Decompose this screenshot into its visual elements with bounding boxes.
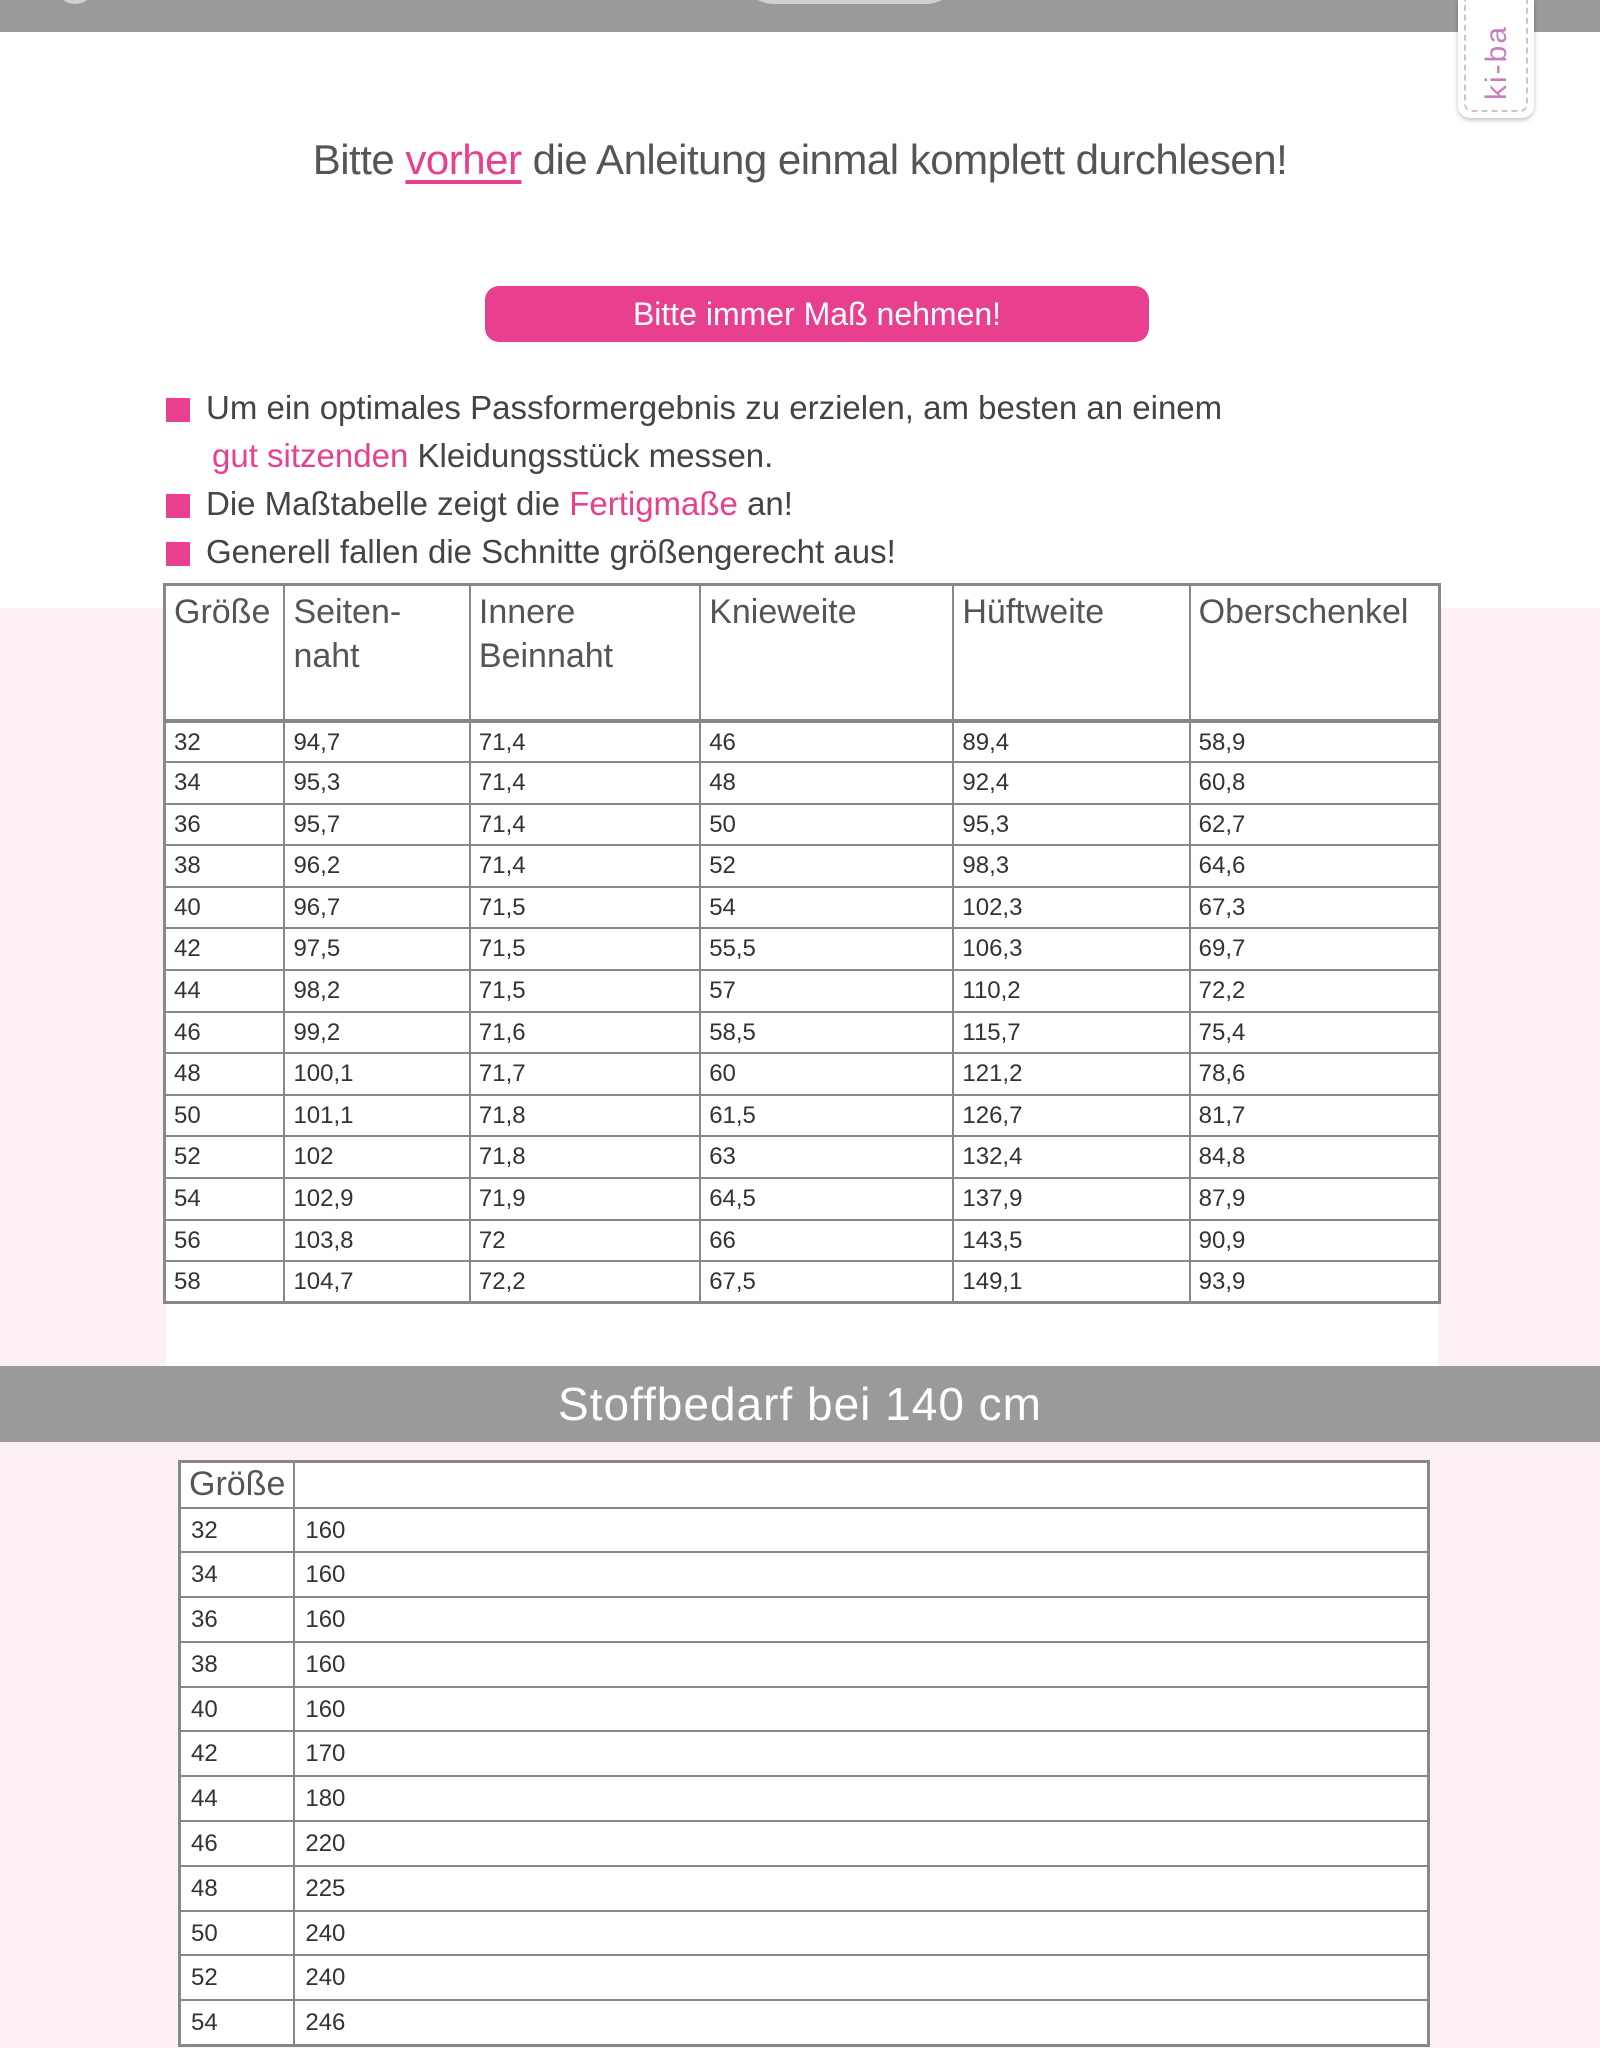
table-cell: 57 bbox=[700, 970, 953, 1012]
instruction-item bbox=[166, 384, 1366, 480]
table-row bbox=[165, 1012, 1440, 1054]
table-cell: 170 bbox=[294, 1731, 1428, 1776]
table-cell: 71,5 bbox=[470, 970, 700, 1012]
table-cell: 67,3 bbox=[1190, 887, 1440, 929]
table-cell: 93,9 bbox=[1190, 1261, 1440, 1303]
table-cell: 103,8 bbox=[284, 1220, 469, 1262]
top-bar bbox=[0, 0, 1600, 32]
measure-notice-banner: Bitte immer Maß nehmen! bbox=[485, 286, 1149, 342]
table-cell: 64,5 bbox=[700, 1178, 953, 1220]
table-row bbox=[180, 1597, 1429, 1642]
table-cell: 34 bbox=[180, 1552, 295, 1597]
table-cell: 60 bbox=[700, 1053, 953, 1095]
instruction-list bbox=[166, 384, 1366, 576]
instruction-item bbox=[166, 480, 1366, 528]
instruction-item bbox=[166, 528, 1366, 576]
table-cell: 63 bbox=[700, 1136, 953, 1178]
table-cell: 44 bbox=[180, 1776, 295, 1821]
table-cell: 55,5 bbox=[700, 928, 953, 970]
table-cell: 46 bbox=[700, 721, 953, 763]
table-cell: 69,7 bbox=[1190, 928, 1440, 970]
table-cell: 48 bbox=[180, 1866, 295, 1911]
intro-emphasis: vorher bbox=[405, 136, 522, 183]
table-cell: 71,7 bbox=[470, 1053, 700, 1095]
header-fabric-amount bbox=[294, 1462, 1428, 1508]
table-cell: 94,7 bbox=[284, 721, 469, 763]
table-cell: 58,5 bbox=[700, 1012, 953, 1054]
table-cell: 100,1 bbox=[284, 1053, 469, 1095]
fabric-section-title: Stoffbedarf bei 140 cm bbox=[0, 1366, 1600, 1442]
table-row bbox=[165, 804, 1440, 846]
table-cell: 36 bbox=[165, 804, 285, 846]
table-cell: 180 bbox=[294, 1776, 1428, 1821]
table-cell: 75,4 bbox=[1190, 1012, 1440, 1054]
instruction-highlight: gut sitzenden bbox=[212, 437, 409, 474]
table-cell: 92,4 bbox=[953, 762, 1189, 804]
table-row bbox=[165, 1220, 1440, 1262]
table-row bbox=[180, 1821, 1429, 1866]
table-row bbox=[180, 1687, 1429, 1732]
table-cell: 58 bbox=[165, 1261, 285, 1303]
table-cell: 42 bbox=[180, 1731, 295, 1776]
table-cell: 96,2 bbox=[284, 845, 469, 887]
table-cell: 71,8 bbox=[470, 1136, 700, 1178]
header-arc-ornament bbox=[740, 0, 960, 4]
table-cell: 66 bbox=[700, 1220, 953, 1262]
table-cell: 98,2 bbox=[284, 970, 469, 1012]
table-row bbox=[180, 1731, 1429, 1776]
instruction-text: Um ein optimales Passformergebnis zu erzielen, am besten an einem bbox=[206, 389, 1223, 426]
table-cell: 149,1 bbox=[953, 1261, 1189, 1303]
header-thigh: Oberschenkel bbox=[1190, 585, 1440, 721]
brand-tag bbox=[1458, 0, 1534, 118]
table-cell: 61,5 bbox=[700, 1095, 953, 1137]
table-cell: 60,8 bbox=[1190, 762, 1440, 804]
table-cell: 52 bbox=[180, 1955, 295, 2000]
table-cell: 71,9 bbox=[470, 1178, 700, 1220]
table-cell: 71,4 bbox=[470, 804, 700, 846]
table-cell: 102,3 bbox=[953, 887, 1189, 929]
table-cell: 121,2 bbox=[953, 1053, 1189, 1095]
table-row bbox=[180, 1776, 1429, 1821]
table-cell: 71,5 bbox=[470, 887, 700, 929]
table-cell: 104,7 bbox=[284, 1261, 469, 1303]
table-cell: 84,8 bbox=[1190, 1136, 1440, 1178]
table-cell: 62,7 bbox=[1190, 804, 1440, 846]
table-row bbox=[180, 2000, 1429, 2045]
table-cell: 95,3 bbox=[284, 762, 469, 804]
table-cell: 99,2 bbox=[284, 1012, 469, 1054]
table-row bbox=[165, 1178, 1440, 1220]
intro-after: die Anleitung einmal komplett durchlesen! bbox=[532, 136, 1288, 183]
table-cell: 96,7 bbox=[284, 887, 469, 929]
table-cell: 71,4 bbox=[470, 845, 700, 887]
table-cell: 56 bbox=[165, 1220, 285, 1262]
table-row bbox=[165, 762, 1440, 804]
table-cell: 72 bbox=[470, 1220, 700, 1262]
instruction-text: an! bbox=[747, 485, 793, 522]
table-row bbox=[165, 928, 1440, 970]
pink-square-bullet-icon bbox=[166, 542, 190, 566]
table-cell: 71,8 bbox=[470, 1095, 700, 1137]
table-cell: 36 bbox=[180, 1597, 295, 1642]
pink-square-bullet-icon bbox=[166, 494, 190, 518]
table-cell: 71,6 bbox=[470, 1012, 700, 1054]
header-knee-width: Knieweite bbox=[700, 585, 953, 721]
header-hip-width: Hüftweite bbox=[953, 585, 1189, 721]
table-cell: 97,5 bbox=[284, 928, 469, 970]
table-cell: 102,9 bbox=[284, 1178, 469, 1220]
table-cell: 240 bbox=[294, 1955, 1428, 2000]
table-cell: 38 bbox=[165, 845, 285, 887]
table-cell: 46 bbox=[180, 1821, 295, 1866]
table-cell: 52 bbox=[165, 1136, 285, 1178]
table-cell: 58,9 bbox=[1190, 721, 1440, 763]
table-cell: 106,3 bbox=[953, 928, 1189, 970]
table-cell: 72,2 bbox=[470, 1261, 700, 1303]
measurement-table-header bbox=[165, 585, 1440, 721]
table-cell: 89,4 bbox=[953, 721, 1189, 763]
table-cell: 126,7 bbox=[953, 1095, 1189, 1137]
table-cell: 132,4 bbox=[953, 1136, 1189, 1178]
table-cell: 101,1 bbox=[284, 1095, 469, 1137]
instruction-text: Generell fallen die Schnitte größengerecht aus! bbox=[206, 533, 896, 570]
instruction-highlight: Fertigmaße bbox=[569, 485, 738, 522]
table-cell: 115,7 bbox=[953, 1012, 1189, 1054]
table-cell: 246 bbox=[294, 2000, 1428, 2045]
table-cell: 40 bbox=[180, 1687, 295, 1732]
table-cell: 64,6 bbox=[1190, 845, 1440, 887]
table-cell: 48 bbox=[700, 762, 953, 804]
table-cell: 54 bbox=[165, 1178, 285, 1220]
instruction-text: Kleidungsstück messen. bbox=[417, 437, 774, 474]
table-cell: 40 bbox=[165, 887, 285, 929]
table-row bbox=[165, 1095, 1440, 1137]
table-cell: 54 bbox=[700, 887, 953, 929]
table-cell: 160 bbox=[294, 1642, 1428, 1687]
table-cell: 95,3 bbox=[953, 804, 1189, 846]
table-cell: 220 bbox=[294, 1821, 1428, 1866]
measurement-table bbox=[163, 583, 1441, 1304]
table-cell: 160 bbox=[294, 1597, 1428, 1642]
table-cell: 71,4 bbox=[470, 721, 700, 763]
table-cell: 110,2 bbox=[953, 970, 1189, 1012]
table-cell: 50 bbox=[180, 1911, 295, 1956]
table-cell: 32 bbox=[180, 1508, 295, 1553]
brand-tag-text: ki-ba bbox=[1480, 24, 1513, 100]
table-cell: 34 bbox=[165, 762, 285, 804]
table-row bbox=[180, 1866, 1429, 1911]
table-cell: 87,9 bbox=[1190, 1178, 1440, 1220]
table-cell: 50 bbox=[700, 804, 953, 846]
table-cell: 42 bbox=[165, 928, 285, 970]
table-cell: 38 bbox=[180, 1642, 295, 1687]
table-cell: 32 bbox=[165, 721, 285, 763]
table-cell: 54 bbox=[180, 2000, 295, 2045]
fabric-table-header bbox=[180, 1462, 1429, 1508]
table-cell: 160 bbox=[294, 1552, 1428, 1597]
table-cell: 50 bbox=[165, 1095, 285, 1137]
table-row bbox=[180, 1552, 1429, 1597]
table-cell: 160 bbox=[294, 1687, 1428, 1732]
table-row bbox=[165, 970, 1440, 1012]
table-row bbox=[180, 1955, 1429, 2000]
table-cell: 90,9 bbox=[1190, 1220, 1440, 1262]
table-cell: 98,3 bbox=[953, 845, 1189, 887]
table-cell: 71,5 bbox=[470, 928, 700, 970]
table-cell: 81,7 bbox=[1190, 1095, 1440, 1137]
table-row bbox=[165, 845, 1440, 887]
instruction-text: Die Maßtabelle zeigt die bbox=[206, 485, 561, 522]
table-cell: 48 bbox=[165, 1053, 285, 1095]
table-row bbox=[165, 1053, 1440, 1095]
header-inner-leg: Innere Beinnaht bbox=[470, 585, 700, 721]
table-cell: 240 bbox=[294, 1911, 1428, 1956]
pink-square-bullet-icon bbox=[166, 398, 190, 422]
table-row bbox=[165, 887, 1440, 929]
table-row bbox=[180, 1911, 1429, 1956]
table-cell: 102 bbox=[284, 1136, 469, 1178]
table-cell: 78,6 bbox=[1190, 1053, 1440, 1095]
table-cell: 225 bbox=[294, 1866, 1428, 1911]
table-cell: 71,4 bbox=[470, 762, 700, 804]
header-side-seam: Seiten- naht bbox=[284, 585, 469, 721]
table-cell: 72,2 bbox=[1190, 970, 1440, 1012]
header-corner-ornament bbox=[55, 0, 95, 4]
table-cell: 137,9 bbox=[953, 1178, 1189, 1220]
table-cell: 44 bbox=[165, 970, 285, 1012]
intro-before: Bitte bbox=[312, 136, 395, 183]
header-size: Größe bbox=[165, 585, 285, 721]
table-cell: 143,5 bbox=[953, 1220, 1189, 1262]
header-size: Größe bbox=[180, 1462, 295, 1508]
table-row bbox=[165, 721, 1440, 763]
table-cell: 67,5 bbox=[700, 1261, 953, 1303]
table-cell: 95,7 bbox=[284, 804, 469, 846]
table-row bbox=[165, 1136, 1440, 1178]
table-cell: 160 bbox=[294, 1508, 1428, 1553]
table-row bbox=[180, 1642, 1429, 1687]
table-row bbox=[165, 1261, 1440, 1303]
fabric-table bbox=[178, 1460, 1430, 2047]
table-cell: 52 bbox=[700, 845, 953, 887]
instruction-continuation bbox=[206, 432, 1366, 480]
table-row bbox=[180, 1508, 1429, 1553]
table-cell: 46 bbox=[165, 1012, 285, 1054]
intro-text bbox=[0, 136, 1600, 184]
